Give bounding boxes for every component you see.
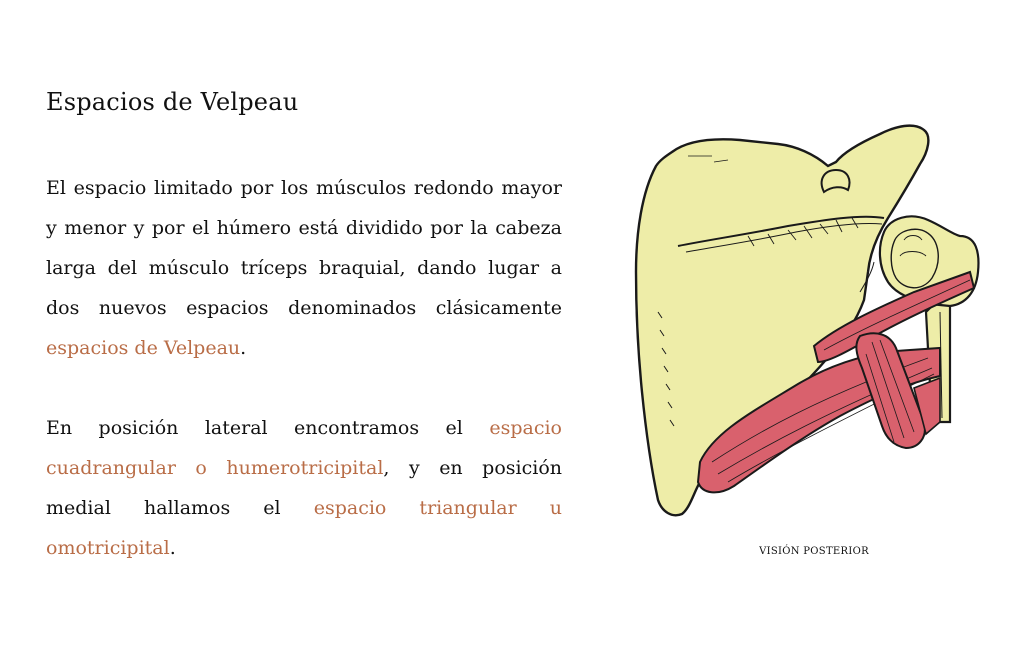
paragraph-2-text-2: , y en posición medial hallamos el [46,457,562,519]
term-espacios-de-velpeau: espacios de Velpeau [46,337,241,359]
figure-caption: VISIÓN POSTERIOR [759,546,869,557]
paragraph-2-end: . [169,537,176,559]
term-espacio-triangular: espacio triangular u omotricipital [46,497,562,559]
paragraph-1-text: El espacio limitado por los músculos redondo mayor y menor y por el húmero está dividido por la cabeza larga del músculo tríceps braquial, dando lugar a dos nuevos espacios denominados clásicamente [46,177,562,319]
body-text [46,168,562,568]
shoulder-posterior-view-drawing [628,122,988,526]
page-title: Espacios de Velpeau [46,88,299,116]
paragraph-2 [46,408,562,568]
paragraph-1-end: . [240,337,247,359]
anatomy-illustration [628,122,988,526]
paragraph-2-text-1: En posición lateral encontramos el [46,417,490,439]
paragraph-1 [46,168,562,368]
term-espacio-cuadrangular: espacio cuadrangular o humerotricipital [46,417,562,479]
